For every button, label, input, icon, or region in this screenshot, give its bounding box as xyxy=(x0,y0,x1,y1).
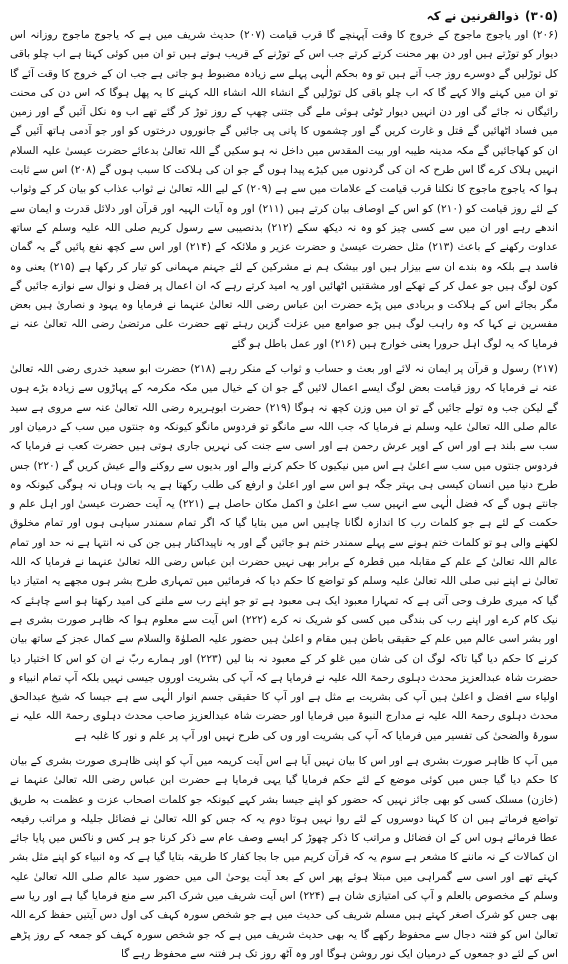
page-header xyxy=(10,6,558,26)
commentary-paragraph-2: (۲۱۷) رسول و قرآن پر ایمان نہ لائے اور بعث و حساب و ثواب کے منکر رہے (۲۱۸) حضرت ابو سعید خدری رضی اللہ تعالیٰ عنہ نے فرمایا کہ روز قیامت بعض لوگ ایسے اعمال لائیں گے جو ان کے خیال میں مکہ مکرمہ کے پہاڑوں سے زیادہ بڑے ہوں گے لیکن جب وہ تولے جائیں گے تو ان میں وزن کچھ نہ ہوگا (۲۱۹) حضرت ابوہریرہ رضی اللہ تعالیٰ عنہ سے مروی ہے سید عالم صلی اللہ تعالیٰ علیہ وسلم نے فرمایا کہ جب اللہ سے مانگو تو فردوس مانگو کیونکہ وہ جنتوں میں سب کے درمیان اور سب سے بلند ہے اور اس کے اوپر عرش رحمن ہے اور اسی سے جنت کی نہریں جاری ہوتی ہیں حضرت کعب نے فرمایا کہ فردوس جنتوں میں سب سے اعلیٰ ہے اس میں نیکیوں کا حکم کرنے والے اور بدیوں سے روکنے والے عیش کریں گے (۲۲۰) جس طرح دنیا میں انسان کیسی ہی بہتر جگہ ہو اس سے اور اعلیٰ و ارفع کی طلب رکھتا ہے یہ بات وہاں نہ ہوگی کیونکہ وہ جانتے ہوں گے کہ فضل الٰہی سے انہیں سب سے اعلیٰ و اکمل مکان حاصل ہے (۲۲۱) یہ آیت حضرت عیسیٰ اور اہل علم و حکمت کے لئے ہے جو کلمات رب کا اندازہ لگانا چاہیں اس میں بتایا گیا کہ اگر تمام سمندر سیاہی ہوں اور تمام مخلوق لکھنے والی ہو تو کلمات ختم ہونے سے پہلے سمندر ختم ہو جائیں گے اور یہ ناپیداکنار ہیں جن کی نہ انتہا ہے نہ حد اور تمام عالم اللہ تعالیٰ کے علم کے مقابلہ میں قطرہ کے برابر بھی نہیں حضرت ابن عباس رضی اللہ تعالیٰ عنہما نے فرمایا کہ اللہ تعالیٰ نے اپنے نبی صلی اللہ تعالیٰ علیہ وسلم کو تواضع کا حکم دیا کہ فرمائیں میں تمہاری طرح بشر ہوں مجھے یہ امتیاز دیا گیا کہ میری طرف وحی آتی ہے کہ تمہارا معبود ایک ہی معبود ہے تو جو اپنے رب سے ملنے کی امید رکھتا ہو اسے چاہئے کہ نیک کام کرے اور اپنے رب کی بندگی میں کسی کو شریک نہ کرے (۲۲۲) اس آیت سے معلوم ہوا کہ ظاہر صورت بشری ہے اور بشر اسی عالم میں علم کے حقیقی باطن ہیں مقام و اعلیٰ ہیں حضور علیہ الصلوٰۃ والسلام سے کمال عجز کے ساتھ بیان کرنے کا حکم دیا گیا تاکہ لوگ ان کی شان میں غلو کر کے معبود نہ بنا لیں (۲۲۳) اور ہمارے ربّ نے ان کو اس کا اختیار دیا حضرت شاہ عبدالعزیز محدث دہلوی رحمۃ اللہ علیہ نے فرمایا ہے کہ آپ کی بشریت اوروں جیسی نہیں بلکہ آپ تمام انبیاء و اولیاء سے افضل و اعلیٰ ہیں آپ کی بشریت بے مثل ہے اور آپ کا حقیقی جسم انوار الٰہی سے ہے جیسا کہ شیخ عبدالحق محدث دہلوی رحمۃ اللہ علیہ نے مدارج النبوۃ میں فرمایا اور حضرت شاہ عبدالعزیز صاحب محدث دہلوی رحمۃ اللہ علیہ نے سورۂ والضحیٰ کی تفسیر میں فرمایا کہ آپ کی بشریت اور وں کی طرح نہیں اور آپ پر علم و نور کا غلبہ ہے xyxy=(10,363,559,742)
page xyxy=(10,6,559,960)
page-heading: ذوالقرنین نے کہ xyxy=(426,9,520,23)
commentary-paragraph-1: (۲۰۶) اور یاجوج ماجوج کے خروج کا وقت آپہنچے گا قرب قیامت (۲۰۷) حدیث شریف میں ہے کہ یاجوج ماجوج روزانہ اس دیوار کو توڑتے ہیں اور دن بھر محنت کرتے کرتے جب اس کے توڑنے کے قریب ہوتے ہیں تو ان میں کوئی کہتا ہے اب چلو باقی کل توڑلیں گے دوسرے روز جب آتے ہیں تو وہ بحکم الٰہی پہلے سے زیادہ مضبوط ہو جاتی ہے جب ان کے خروج کا وقت آئے گا تو ان میں کہنے والا کہے گا کہ اب چلو باقی کل توڑلیں گے انشاء اللہ انشاء اللہ کہنے کا یہ پھل ہوگا کہ اس دن کی محنت رائیگاں نہ جائے گی اور دن انہیں دیوار ٹوٹی ہوئی ملے گی جتنی چھپ کے روز توڑ کر گئے تھے اب وہ نکل آئیں گے اور زمین میں فساد اٹھائیں گے قتل و غارت کریں گے اور چشموں کا پانی پی جائیں گے جانوروں درختوں کو اور جو آدمی ہاتھ آئیں گے ان کو کھاجائیں گے مکہ مدینہ طیبہ اور بیت المقدس میں داخل نہ ہو سکیں گے اللہ تعالیٰ بدعائے حضرت عیسیٰ علیہ السلام انہیں ہلاک کرے گا اس طرح کہ ان کی گردنوں میں کیڑے پیدا ہوں گے جو ان کی ہلاکت کا سبب ہوں گے (۲۰۸) اس سے ثابت ہوا کہ یاجوج ماجوج کا نکلنا قرب قیامت کے علامات میں سے ہے (۲۰۹) کے لیے اللہ تعالیٰ نے ثواب عذاب کو بیان کر کے وثواب کے لئے روز قیامت کو (۲۱۰) کو اس کے اوصاف بیان کرتے ہیں (۲۱۱) اور وہ آیات الہیہ اور قرآن اور دلائل قدرت و ایمان سے اندھے رہے اور ان میں سے کسی چیز کو وہ نہ دیکھ سکے (۲۱۲) بدنصیبی سے رسول کریم صلی اللہ علیہ وسلم کے ساتھ عداوت رکھنے کے باعث (۲۱۳) مثل حضرت عیسیٰ و حضرت عزیر و ملائکہ کے (۲۱۴) اور اس سے کچھ نفع پائیں گے یہ گمان فاسد ہے بلکہ وہ بندے ان سے بیزار ہیں اور بیشک ہم نے مشرکین کے لئے جہنم مہمانی کو تیار کر رکھا ہے (۲۱۵) یعنی وہ کون لوگ ہیں جو عمل کر کے تھکے اور مشقتیں اٹھائیں اور یہ امید کرتے رہے کہ ان اعمال پر فضل و نوال سے نوازے جائیں گے مگر بجائے اس کے ہلاکت و بربادی میں پڑے حضرت ابن عباس رضی اللہ تعالیٰ عنہما نے فرمایا وہ یہود و نصاریٰ ہیں بعض مفسرین نے کہا کہ وہ راہب لوگ ہیں جو صوامع میں عزلت گزین رہتے تھے حضرت علی مرتضیٰ رضی اللہ تعالیٰ عنہ نے فرمایا کہ یہ لوگ اہل حرورا یعنی خوارج ہیں (۲۱۶) اور عمل باطل ہو گئے xyxy=(10,29,559,350)
commentary-paragraph-3: میں آپ کا ظاہر صورت بشری ہے اور اس کا بیان نہیں آیا ہے اس آیت کریمہ میں آپ کو اپنی ظاہری صورت بشری کے بیان کا حکم دیا گیا جس میں کوئی موضع کے لئے حکم فرمایا گیا یہی فرمایا ہے حضرت ابن عباس رضی اللہ تعالیٰ عنہما نے (خازن) مسلک کسی کو بھی جائز نہیں کہ حضور کو اپنے جیسا بشر کہے کیونکہ جو کلمات اصحاب عزت و عظمت بہ طریق تواضع فرماتے ہیں ان کا کہنا دوسروں کے لئے روا نہیں ہوتا دوم یہ کہ جس کو اللہ تعالیٰ نے فضائل جلیلہ و مراتب رفیعہ عطا فرمائے ہوں اس کے ان فضائل و مراتب کا ذکر چھوڑ کر ایسے وصف عام سے ذکر کرنا جو ہر کس و ناکس میں پایا جائے ان کمالات کے نہ ماننے کا مشعر ہے سوم یہ کہ قرآن کریم میں جا بجا کفار کا طریقہ بتایا گیا ہے کہ وہ انبیاء کو اپنے مثل بشر کہتے تھے اور اسی سے گمراہی میں مبتلا ہوئے پھر اس کے بعد آیت یوحیٰ الی میں حضور سید عالم صلی اللہ تعالیٰ علیہ وسلم کے مخصوص بالعلم و آپ کی امتیازی شان ہے (۲۲۴) اس آیت شریف میں شرک اکبر سے منع فرمایا گیا ہے اور ریا سے بھی جس کو شرک اصغر کہتے ہیں مسلم شریف کی حدیث میں ہے جو شخص سورہ کہف کی اول دس آیتیں حفظ کرے اللہ تعالیٰ اس کو فتنہ دجال سے محفوظ رکھے گا یہ بھی حدیث شریف میں ہے کہ جو شخص سورہ کہف کو جمعہ کے روز پڑھے اس کے لئے دو جمعوں کے درمیان ایک نور روشن ہوگا اور وہ آٹھ روز تک ہر فتنہ سے محفوظ رہے گا xyxy=(10,754,559,960)
page-number: (۳۰۵) xyxy=(525,9,558,23)
